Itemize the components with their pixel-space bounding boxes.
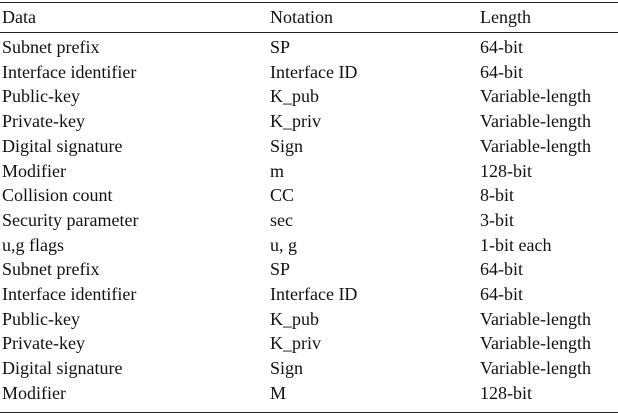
table-row bbox=[0, 208, 618, 233]
table-row bbox=[0, 183, 618, 208]
cell-data: Subnet prefix bbox=[2, 259, 100, 280]
cell-notation: m bbox=[270, 160, 285, 181]
cell-notation: Sign bbox=[270, 135, 304, 156]
cell-length: 64-bit bbox=[480, 259, 523, 280]
cell-length: Variable-length bbox=[480, 333, 591, 354]
cell-length: Variable-length bbox=[480, 86, 591, 107]
cell-length: 64-bit bbox=[480, 284, 523, 305]
notation-table bbox=[0, 5, 618, 406]
cell-data: Private-key bbox=[2, 333, 85, 354]
cell-notation: K_pub bbox=[270, 308, 319, 329]
cell-data: Interface identifier bbox=[2, 61, 137, 82]
cell-data: Modifier bbox=[2, 160, 66, 181]
table-row bbox=[0, 159, 618, 184]
table-row bbox=[0, 282, 618, 307]
cell-length: 64-bit bbox=[480, 37, 523, 57]
cell-notation: Sign bbox=[270, 358, 304, 379]
cell-length: Variable-length bbox=[480, 308, 591, 329]
table-row bbox=[0, 32, 618, 60]
cell-data: Interface identifier bbox=[2, 284, 137, 305]
table-row bbox=[0, 84, 618, 109]
cell-length: 3-bit bbox=[480, 209, 514, 230]
cell-length: Variable-length bbox=[480, 358, 591, 379]
table-bottom-rule bbox=[0, 412, 618, 413]
table-row bbox=[0, 381, 618, 406]
table-top-rule bbox=[0, 2, 618, 3]
cell-notation: M bbox=[270, 382, 287, 403]
table-row bbox=[0, 109, 618, 134]
cell-length: 1-bit each bbox=[480, 234, 552, 255]
cell-notation: K_priv bbox=[270, 111, 321, 132]
table-header-row bbox=[0, 5, 618, 32]
table-row bbox=[0, 331, 618, 356]
cell-notation: sec bbox=[270, 209, 293, 230]
table-row bbox=[0, 60, 618, 85]
cell-length: Variable-length bbox=[480, 111, 591, 132]
table-row bbox=[0, 233, 618, 258]
table-header bbox=[0, 5, 618, 32]
cell-notation: SP bbox=[270, 259, 291, 280]
column-header-length: Length bbox=[480, 7, 531, 27]
cell-notation: CC bbox=[270, 185, 295, 206]
cell-data: Security parameter bbox=[2, 209, 139, 230]
cell-length: 128-bit bbox=[480, 382, 532, 403]
cell-data: Digital signature bbox=[2, 358, 123, 379]
cell-notation: Interface ID bbox=[270, 284, 358, 305]
cell-data: Collision count bbox=[2, 185, 113, 206]
cell-notation: K_priv bbox=[270, 333, 321, 354]
cell-data: Private-key bbox=[2, 111, 85, 132]
cell-notation: K_pub bbox=[270, 86, 319, 107]
cell-data: Public-key bbox=[2, 86, 80, 107]
cell-length: 64-bit bbox=[480, 61, 523, 82]
table-row bbox=[0, 257, 618, 282]
column-header-notation: Notation bbox=[270, 7, 333, 27]
cell-length: Variable-length bbox=[480, 135, 591, 156]
cell-data: Subnet prefix bbox=[2, 37, 100, 57]
cell-notation: Interface ID bbox=[270, 61, 358, 82]
table-body bbox=[0, 32, 618, 406]
cell-data: Digital signature bbox=[2, 135, 123, 156]
table-row bbox=[0, 307, 618, 332]
table-row bbox=[0, 134, 618, 159]
cell-data: Public-key bbox=[2, 308, 80, 329]
cell-notation: u, g bbox=[270, 234, 297, 255]
table-row bbox=[0, 356, 618, 381]
column-header-data: Data bbox=[2, 7, 36, 27]
cell-length: 128-bit bbox=[480, 160, 532, 181]
cell-data: u,g flags bbox=[2, 234, 64, 255]
cell-notation: SP bbox=[270, 37, 291, 57]
cell-length: 8-bit bbox=[480, 185, 514, 206]
cell-data: Modifier bbox=[2, 382, 66, 403]
